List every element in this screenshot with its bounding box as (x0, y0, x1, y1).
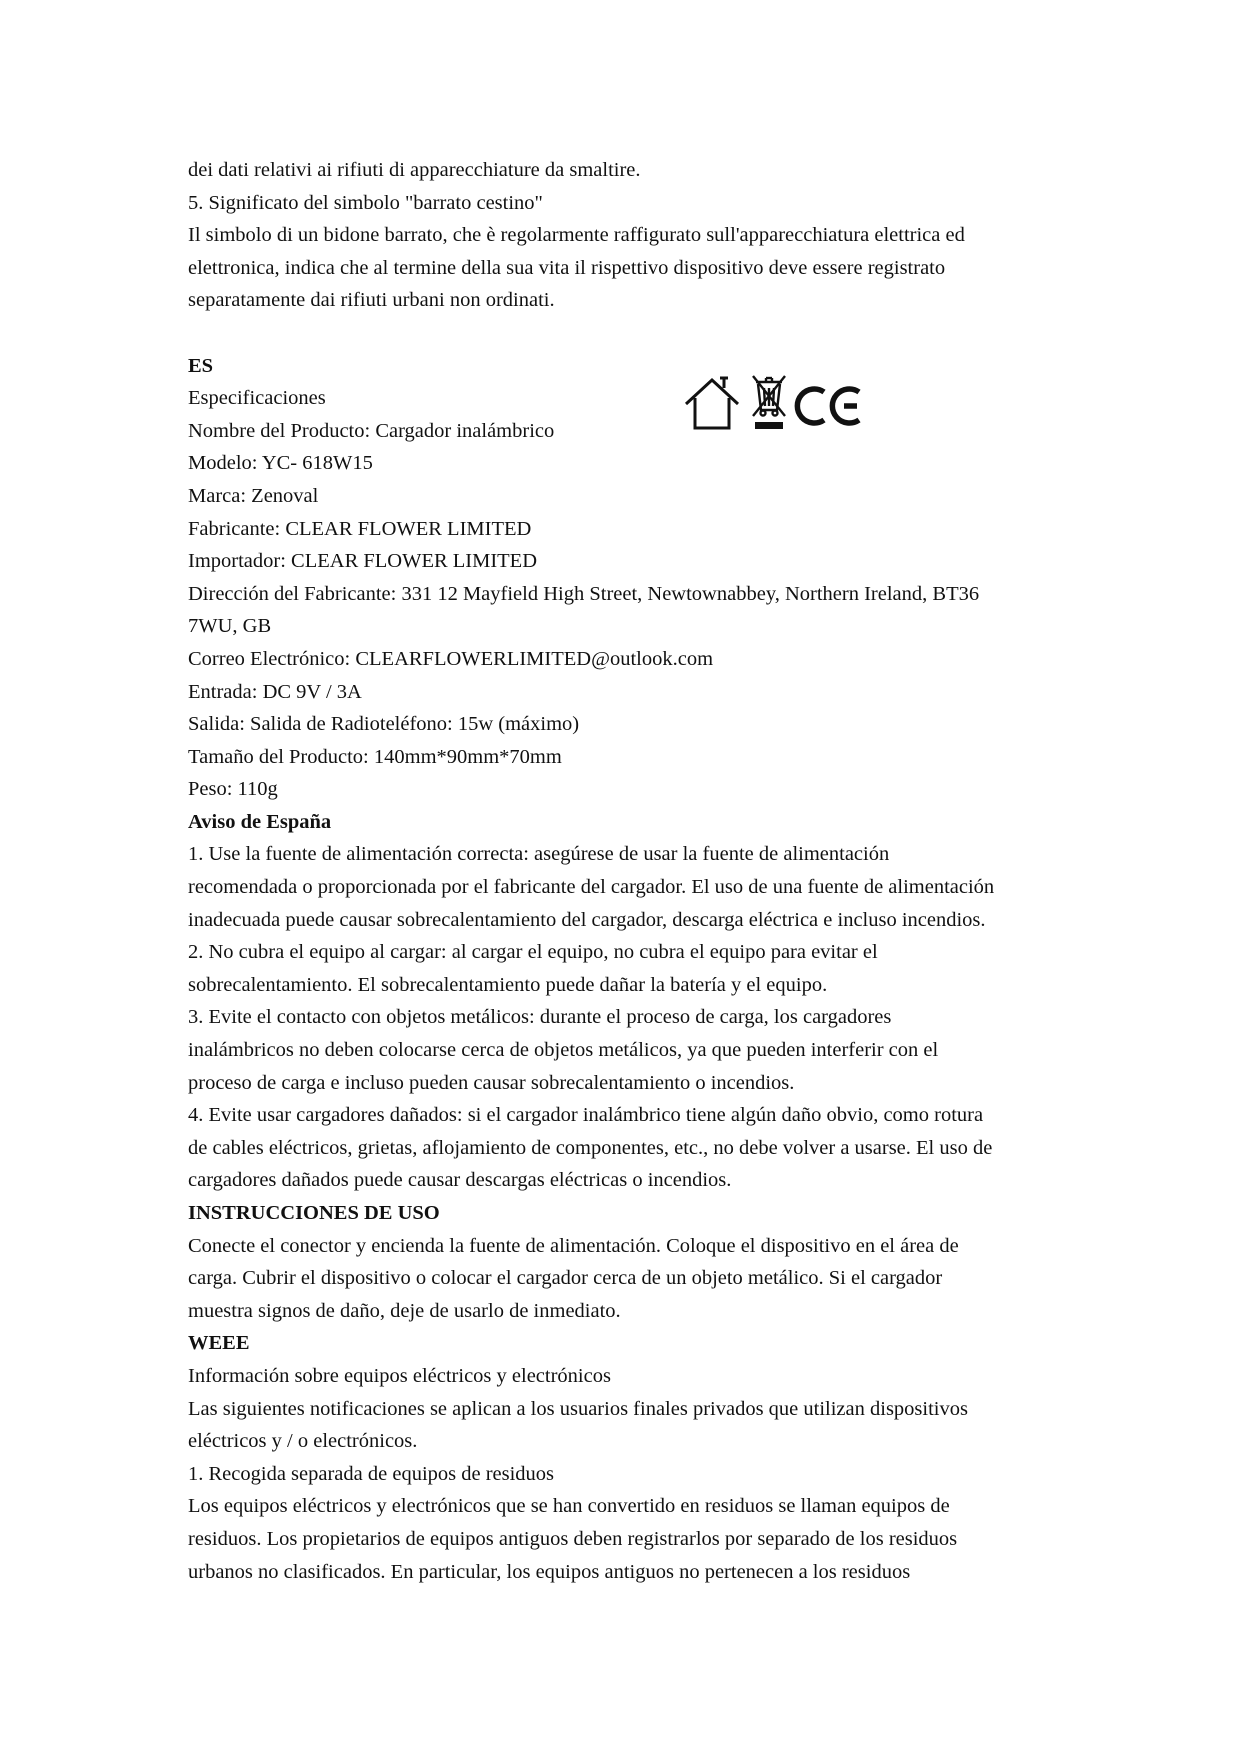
it-line: dei dati relativi ai rifiuti di apparecchiature da smaltire. (188, 159, 641, 181)
weee-line: residuos. Los propietarios de equipos antiguos deben registrarlos por separado de los residuos (188, 1527, 958, 1550)
it-line: 5. Significato del simbolo "barrato cestino" (188, 191, 543, 214)
spec-weight: Peso: 110g (188, 778, 278, 801)
spec-email: Correo Electrónico: CLEARFLOWERLIMITED@outlook.com (188, 647, 714, 670)
weee-line: Información sobre equipos eléctricos y electrónicos (188, 1364, 611, 1387)
document-body (188, 154, 1068, 1588)
weee-line: eléctricos y / o electrónicos. (188, 1430, 418, 1453)
notice-line: inadecuada puede causar sobrecalentamiento del cargador, descarga eléctrica e incluso incendios. (188, 908, 986, 931)
notice-line: recomendada o proporcionada por el fabricante del cargador. El uso de una fuente de alimentación (188, 876, 995, 899)
section-gap (188, 317, 1068, 350)
notice-line: 4. Evite usar cargadores dañados: si el cargador inalámbrico tiene algún daño obvio, como rotura (188, 1104, 984, 1127)
instructions-line: muestra signos de daño, deje de usarlo de inmediato. (188, 1299, 621, 1322)
weee-line: urbanos no clasificados. En particular, los equipos antiguos no pertenecen a los residuos (188, 1560, 911, 1583)
notice-line: de cables eléctricos, grietas, aflojamiento de componentes, etc., no debe volver a usarse. El uso de (188, 1136, 993, 1159)
spec-output: Salida: Salida de Radioteléfono: 15w (máximo) (188, 713, 580, 736)
spec-brand: Marca: Zenoval (188, 484, 319, 507)
weee-heading: WEEE (188, 1332, 250, 1355)
spec-address: Dirección del Fabricante: 331 12 Mayfield High Street, Newtownabbey, Northern Ireland, BT36 (188, 582, 980, 605)
compliance-symbols (684, 372, 884, 434)
weee-line: Los equipos eléctricos y electrónicos que se han convertido en residuos se llaman equipos de (188, 1495, 950, 1518)
spec-address-cont: 7WU, GB (188, 615, 272, 638)
specs-title: Especificaciones (188, 387, 326, 410)
notice-line: inalámbricos no deben colocarse cerca de objetos metálicos, ya que pueden interferir con el (188, 1039, 939, 1062)
instructions-line: Conecte el conector y encienda la fuente de alimentación. Coloque el dispositivo en el área de (188, 1234, 959, 1257)
notice-line: 1. Use la fuente de alimentación correcta: asegúrese de usar la fuente de alimentación (188, 843, 890, 866)
spec-product-name: Nombre del Producto: Cargador inalámbrico (188, 419, 555, 442)
notice-heading: Aviso de España (188, 810, 332, 833)
notice-line: 3. Evite el contacto con objetos metálicos: durante el proceso de carga, los cargadores (188, 1006, 892, 1029)
it-line: Il simbolo di un bidone barrato, che è regolarmente raffigurato sull'apparecchiatura elettrica ed (188, 224, 965, 247)
spec-size: Tamaño del Producto: 140mm*90mm*70mm (188, 745, 562, 768)
it-line: separatamente dai rifiuti urbani non ordinati. (188, 289, 555, 312)
weee-line: Las siguientes notificaciones se aplican a los usuarios finales privados que utilizan dispositivos (188, 1397, 968, 1420)
instructions-heading: INSTRUCCIONES DE USO (188, 1202, 440, 1224)
weee-line: 1. Recogida separada de equipos de residuos (188, 1462, 555, 1485)
spec-manufacturer: Fabricante: CLEAR FLOWER LIMITED (188, 517, 532, 540)
notice-line: cargadores dañados puede causar descargas eléctricas o incendios. (188, 1169, 732, 1192)
instructions-line: carga. Cubrir el dispositivo o colocar el cargador cerca de un objeto metálico. Si el cargador (188, 1267, 943, 1290)
notice-line: sobrecalentamiento. El sobrecalentamiento puede dañar la batería y el equipo. (188, 973, 828, 996)
es-section-heading: ES (188, 354, 214, 377)
notice-line: proceso de carga e incluso pueden causar sobrecalentamiento o incendios. (188, 1071, 795, 1094)
ce-mark-icon (797, 389, 859, 423)
indoor-use-house-icon (686, 378, 738, 428)
notice-line: 2. No cubra el equipo al cargar: al cargar el equipo, no cubra el equipo para evitar el (188, 941, 878, 964)
spec-model: Modelo: YC- 618W15 (188, 452, 373, 475)
weee-crossed-bin-icon (753, 376, 785, 429)
spec-input: Entrada: DC 9V / 3A (188, 680, 362, 703)
it-line: elettronica, indica che al termine della sua vita il rispettivo dispositivo deve essere registrato (188, 256, 946, 279)
spec-importer: Importador: CLEAR FLOWER LIMITED (188, 550, 538, 573)
